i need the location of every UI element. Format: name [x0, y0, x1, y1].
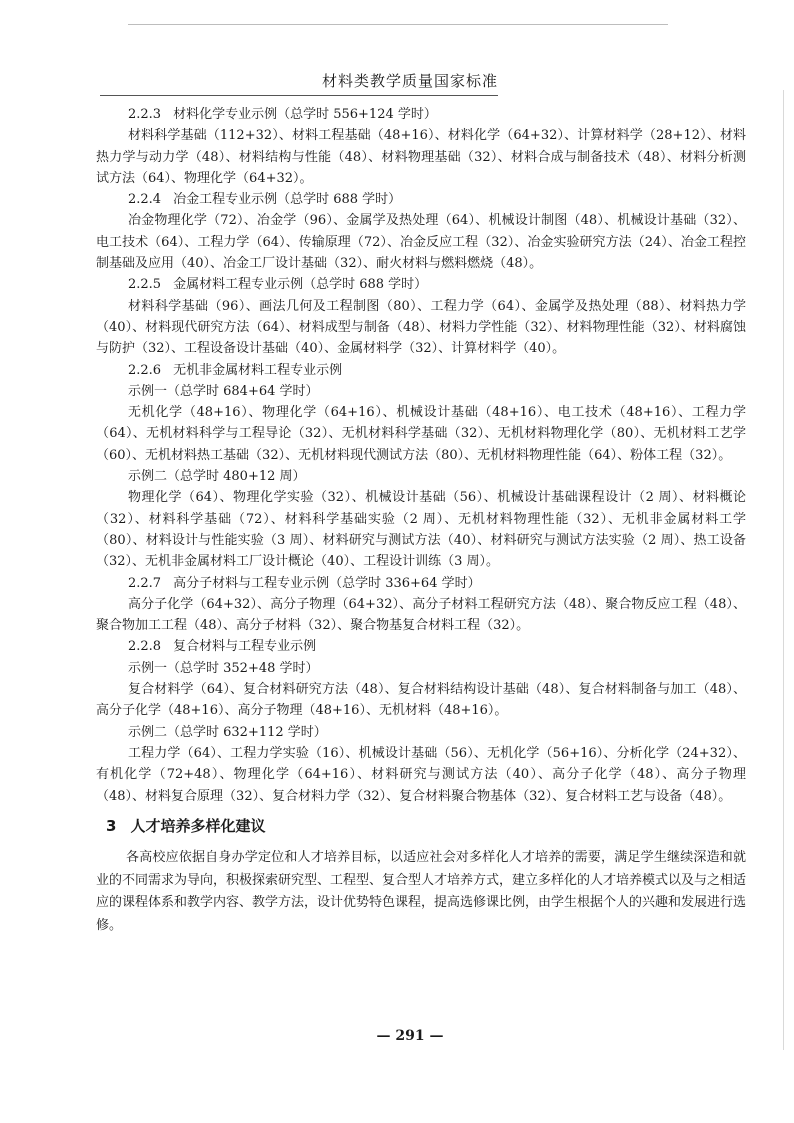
section-heading-2-2-7: 2.2.7 高分子材料与工程专业示例（总学时 336+64 学时）: [128, 575, 481, 591]
header-rule: [100, 95, 498, 96]
example-label: 示例二（总学时 480+12 周）: [128, 469, 306, 485]
example-label: 示例一（总学时 684+64 学时）: [128, 383, 319, 399]
section-heading-2-2-3: 2.2.3 材料化学专业示例（总学时 556+124 学时）: [128, 107, 437, 122]
example-label: 示例二（总学时 632+112 学时）: [128, 724, 327, 740]
scan-right-edge: [783, 90, 784, 1050]
page-number: — 291 —: [376, 1028, 444, 1044]
course-list-paragraph: 物理化学（64）、物理化学实验（32）、机械设计基础（56）、机械设计基础课程设计（2 周）、材料概论（32）、材料科学基础（72）、材料科学基础实验（2 周）、无机材料物理性能（32）、无机非金属材料工学（80）、材料设计与性能实验（3 周）、材料研究与测试方法（40）、材料研究与测试方法实验（2 周）、热工设备（32）、无机非金属材料工厂设计概论（40）、工程设计训练（3 周）。: [96, 490, 746, 570]
section-heading-2-2-8: 2.2.8 复合材料与工程专业示例: [128, 639, 317, 655]
example-label: 示例一（总学时 352+48 学时）: [128, 660, 319, 676]
course-list-paragraph: 复合材料学（64）、复合材料研究方法（48）、复合材料结构设计基础（48）、复合材料制备与加工（48）、高分子化学（48+16）、高分子物理（48+16）、无机材料（48+16）。: [96, 682, 746, 719]
running-head: 材料类教学质量国家标准: [321, 72, 498, 90]
scan-top-edge: [128, 24, 668, 25]
page-body: [96, 104, 746, 937]
course-list-paragraph: 高分子化学（64+32）、高分子物理（64+32）、高分子材料工程研究方法（48）、聚合物反应工程（48）、聚合物加工工程（48）、高分子材料（32）、聚合物基复合材料工程（32）。: [96, 596, 746, 634]
section-heading-2-2-4: 2.2.4 冶金工程专业示例（总学时 688 学时）: [128, 192, 402, 208]
section-heading-2-2-6: 2.2.6 无机非金属材料工程专业示例: [128, 362, 343, 378]
section-heading-3: 3 人才培养多样化建议: [106, 816, 266, 835]
course-list-paragraph: 冶金物理化学（72）、冶金学（96）、金属学及热处理（64）、机械设计制图（48）、机械设计基础（32）、电工技术（64）、工程力学（64）、传输原理（72）、冶金反应工程（32）、冶金实验研究方法（24）、冶金工程控制基础及应用（40）、冶金工厂设计基础（32）、耐火材料与燃料燃烧（48）。: [96, 213, 746, 272]
recommendation-paragraph: 各高校应依据自身办学定位和人才培养目标，以适应社会对多样化人才培养的需要，满足学生继续深造和就业的不同需求为导向，积极探索研究型、工程型、复合型人才培养方式，建立多样化的人才培养模式以及与之相适应的课程体系和教学内容、教学方法，设计优势特色课程，提高选修课比例，由学生根据个人的兴趣和发展进行选修。: [96, 850, 747, 933]
course-list-paragraph: 材料科学基础（112+32）、材料工程基础（48+16）、材料化学（64+32）、计算材料学（28+12）、材料热力学与动力学（48）、材料结构与性能（48）、材料物理基础（32）、材料合成与制备技术（48）、材料分析测试方法（64）、物理化学（64+32）。: [96, 128, 746, 186]
course-list-paragraph: 材料科学基础（96）、画法几何及工程制图（80）、工程力学（64）、金属学及热处理（88）、材料热力学（40）、材料现代研究方法（64）、材料成型与制备（48）、材料力学性能（32）、材料物理性能（32）、材料腐蚀与防护（32）、工程设备设计基础（40）、金属材料学（32）、计算材料学（40）。: [96, 298, 746, 357]
course-list-paragraph: 无机化学（48+16）、物理化学（64+16）、机械设计基础（48+16）、电工技术（48+16）、工程力学（64）、无机材料科学与工程导论（32）、无机材料科学基础（32）、无机材料物理化学（80）、无机材料工艺学（60）、无机材料热工基础（32）、无机材料现代测试方法（80）、无机材料物理性能（64）、粉体工程（32）。: [96, 405, 746, 463]
section-heading-2-2-5: 2.2.5 金属材料工程专业示例（总学时 688 学时）: [128, 277, 428, 293]
course-list-paragraph: 工程力学（64）、工程力学实验（16）、机械设计基础（56）、无机化学（56+16）、分析化学（24+32）、有机化学（72+48）、物理化学（64+16）、材料研究与测试方法（40）、高分子化学（48）、高分子物理（48）、材料复合原理（32）、复合材料力学（32）、复合材料聚合物基体（32）、复合材料工艺与设备（48）。: [96, 745, 746, 804]
